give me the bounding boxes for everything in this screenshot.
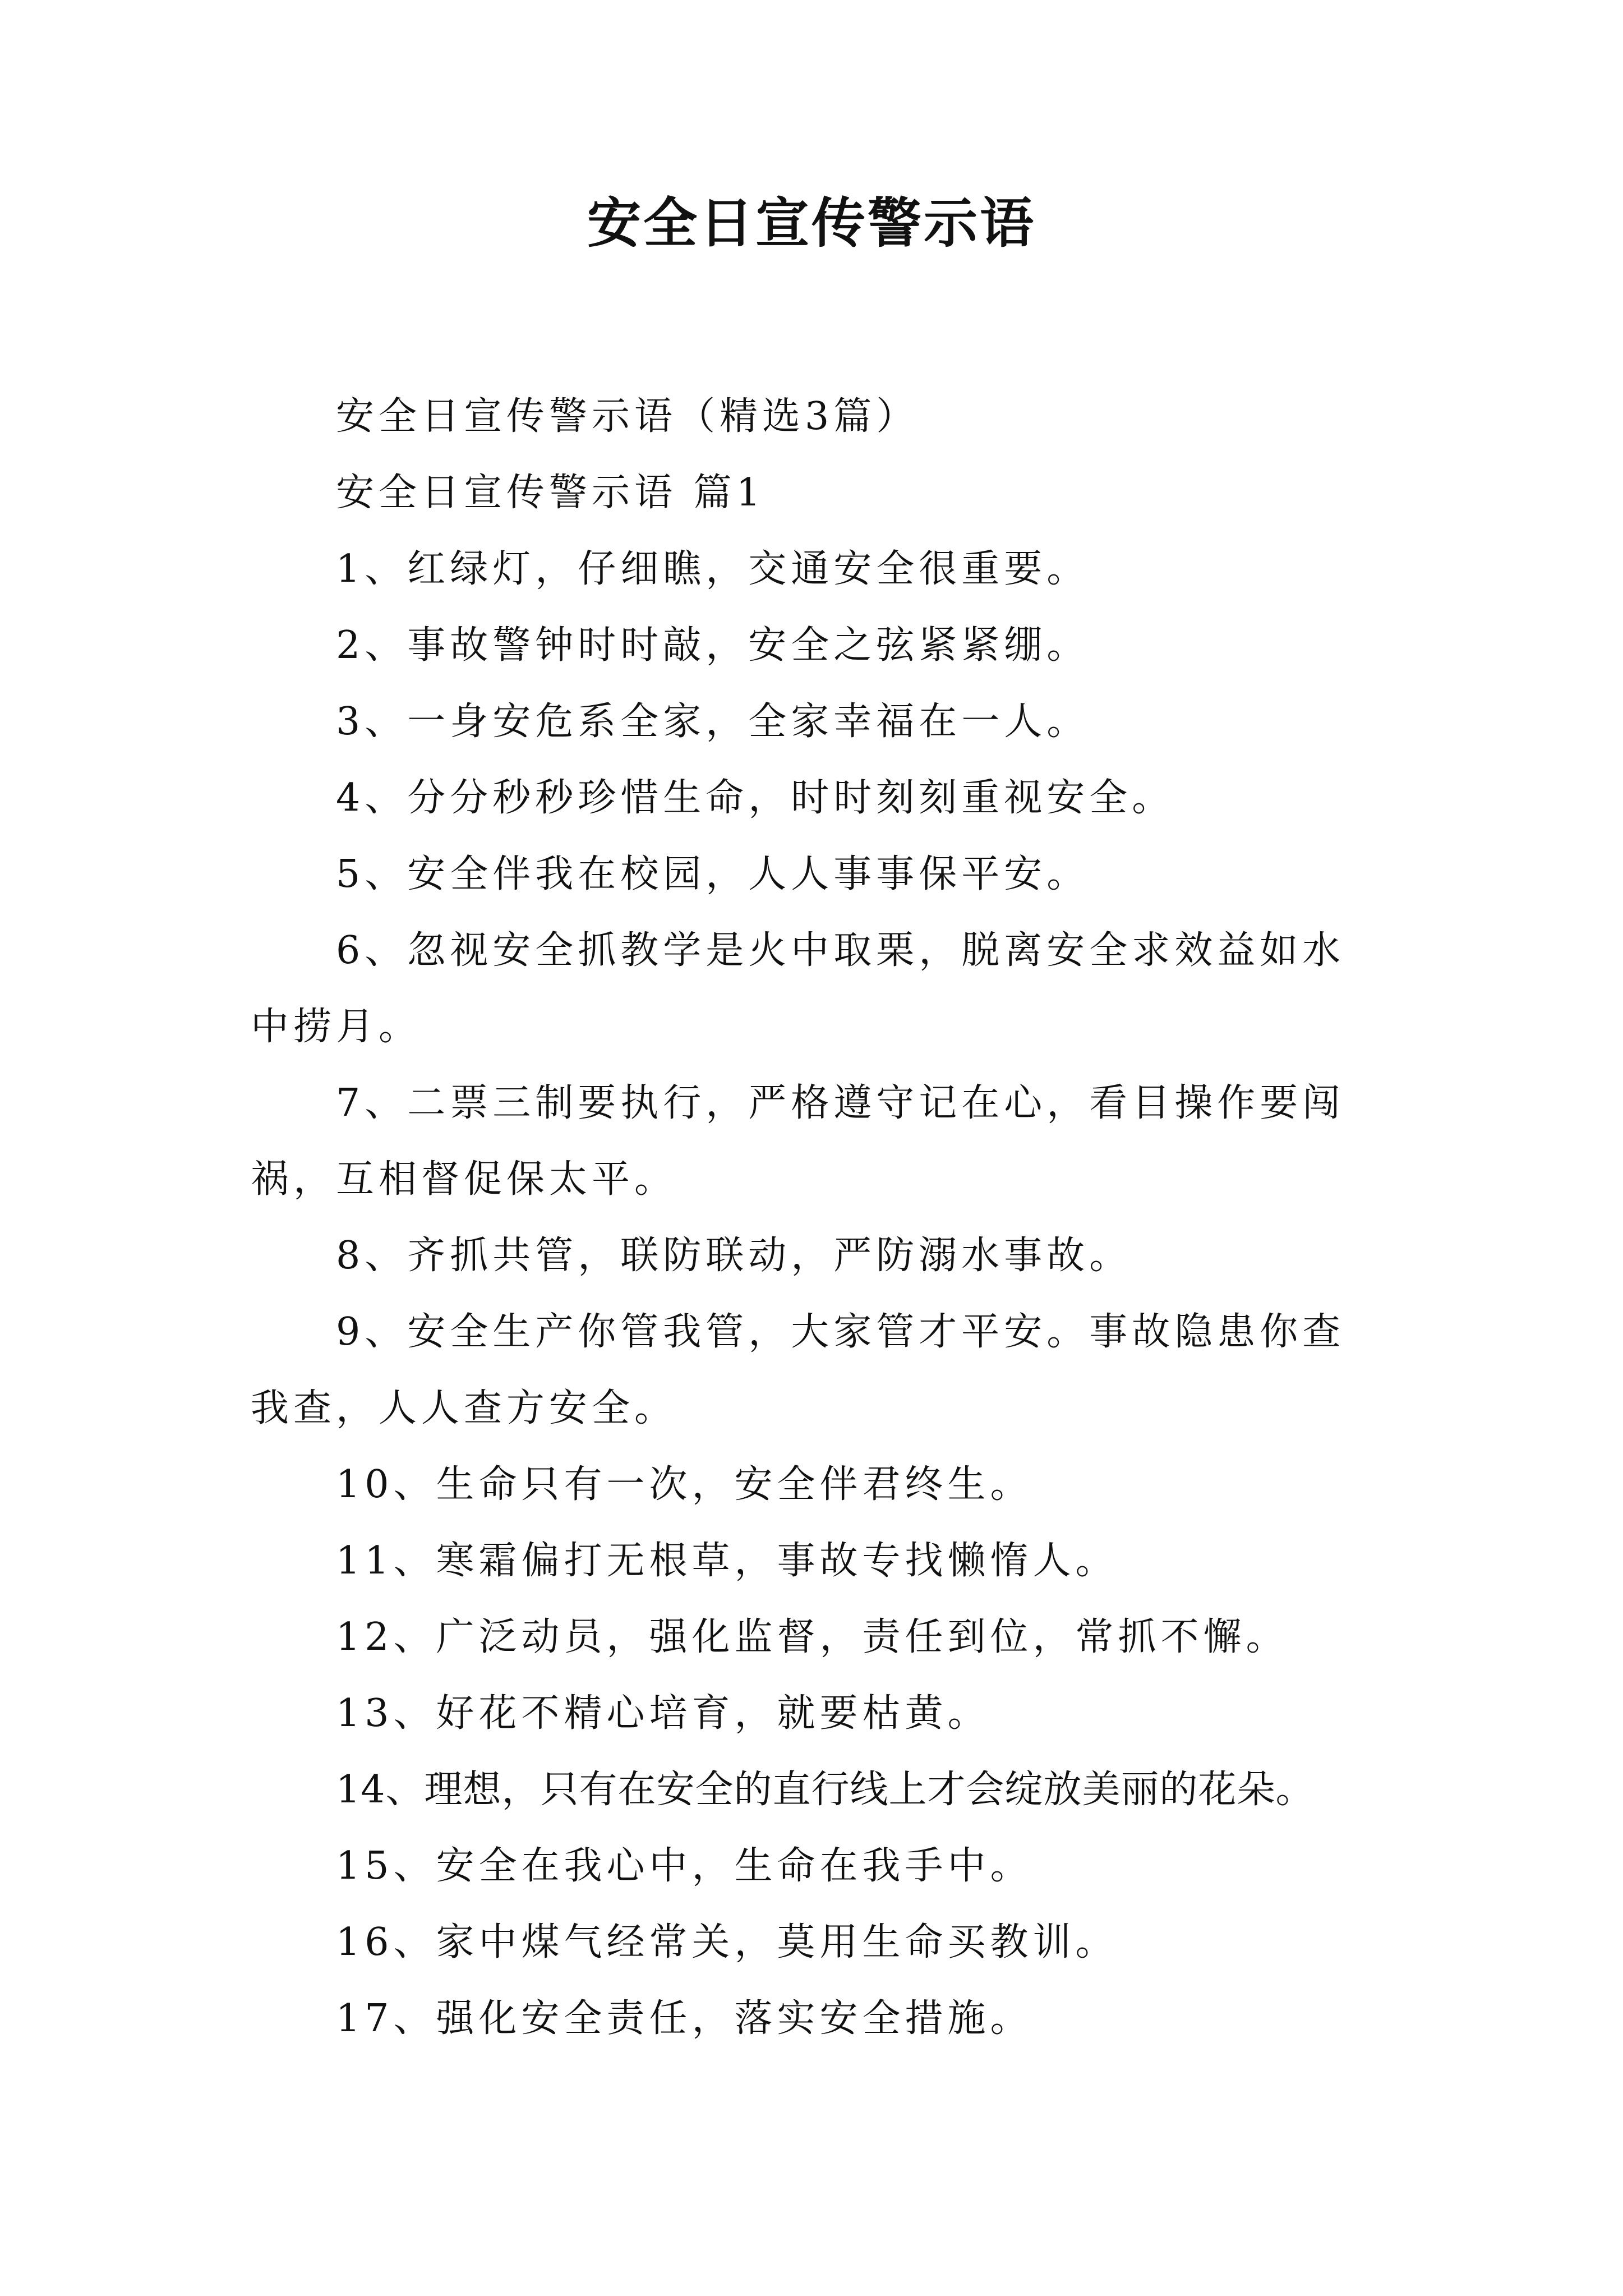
list-item: 1、红绿灯，仔细瞧，交通安全很重要。: [336, 547, 1090, 591]
section-heading: 安全日宣传警示语 篇1: [336, 471, 765, 515]
list-item: 11、寒霜偏打无根草，事故专找懒惰人。: [336, 1539, 1118, 1583]
document-body: [251, 379, 1372, 2057]
list-item: 14、理想，只有在安全的直行线上才会绽放美丽的花朵。: [336, 1768, 1315, 1812]
list-item: 16、家中煤气经常关，莫用生命买教训。: [336, 1920, 1118, 1964]
intro-paragraph: 安全日宣传警示语（精选3篇）: [336, 394, 919, 439]
list-item: 6、忽视安全抓教学是火中取栗，脱离安全求效益如水中捞月。: [251, 928, 1345, 1049]
page-title: 安全日宣传警示语: [587, 191, 1036, 255]
list-item: 12、广泛动员，强化监督，责任到位，常抓不懈。: [336, 1615, 1289, 1659]
list-item: 15、安全在我心中，生命在我手中。: [336, 1844, 1033, 1888]
list-item: 9、安全生产你管我管，大家管才平安。事故隐患你查我查，人人查方安全。: [251, 1310, 1345, 1430]
list-item: 3、一身安危系全家，全家幸福在一人。: [336, 700, 1090, 744]
list-item: 17、强化安全责任，落实安全措施。: [336, 1996, 1033, 2041]
list-item: 8、齐抓共管，联防联动，严防溺水事故。: [336, 1234, 1132, 1278]
list-item: 2、事故警钟时时敲，安全之弦紧紧绷。: [336, 623, 1090, 668]
list-item: 4、分分秒秒珍惜生命，时时刻刻重视安全。: [336, 776, 1175, 820]
list-item: 13、好花不精心培育，就要枯黄。: [336, 1691, 990, 1736]
list-item: 5、安全伴我在校园，人人事事保平安。: [336, 852, 1090, 896]
list-item: 7、二票三制要执行，严格遵守记在心，看目操作要闯祸，互相督促保太平。: [251, 1081, 1345, 1202]
list-item: 10、生命只有一次，安全伴君终生。: [336, 1462, 1033, 1507]
